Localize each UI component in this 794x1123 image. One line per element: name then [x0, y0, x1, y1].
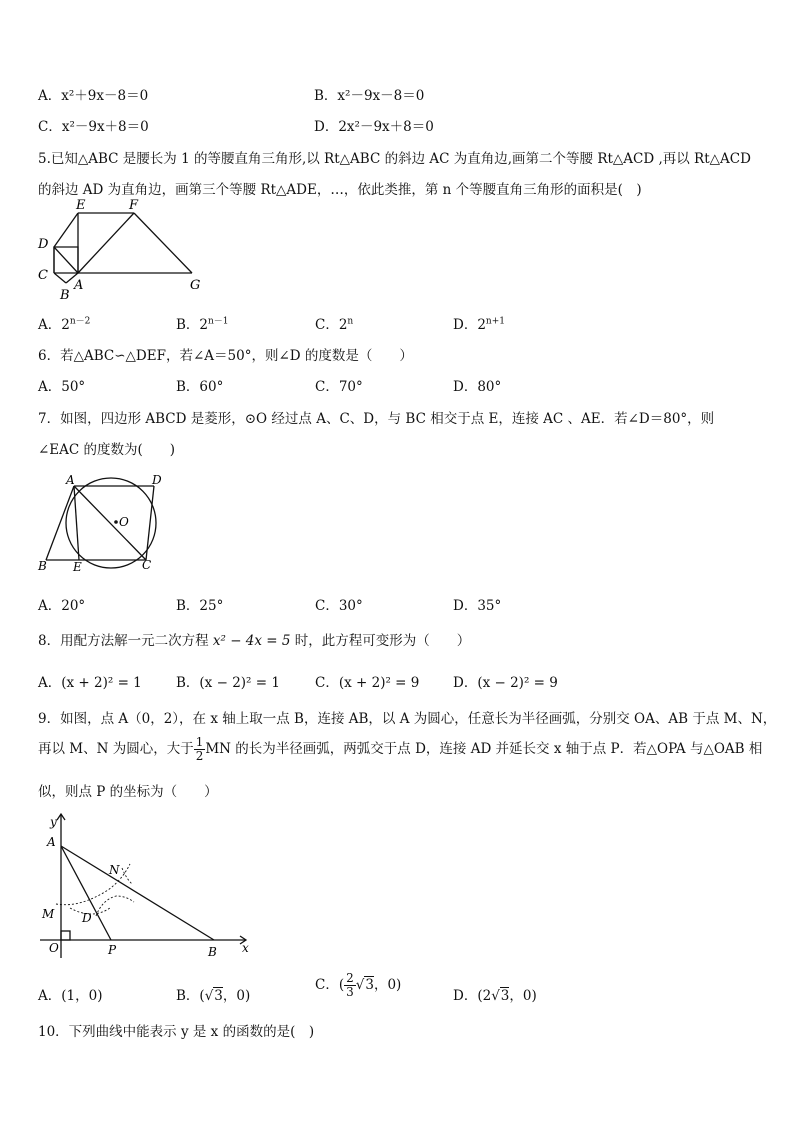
q7-label-b: B: [38, 559, 47, 573]
q5-label-f: F: [129, 198, 139, 213]
q7-center-dot: [114, 520, 118, 524]
q5-stem-line1: 5.已知△ABC 是腰长为 1 的等腰直角三角形,以 Rt△ABC 的斜边 AC 为直角边,画第二个等腰 Rt△ACD ,再以 Rt△ACD: [38, 151, 751, 167]
q9-label-o: O: [49, 941, 59, 955]
q5-figure: [30, 195, 220, 305]
q9-label-p: P: [108, 943, 117, 957]
q9-stem-line1: 9．如图，点 A（0，2），在 x 轴上取一点 B，连接 AB，以 A 为圆心，任意长为半径画弧，分别交 OA、AB 于点 M、N，: [38, 711, 777, 727]
q8-option-d: D．(x − 2)² = 9: [453, 675, 558, 691]
q10-stem: 10．下列曲线中能表示 y 是 x 的函数的是( ): [38, 1024, 315, 1040]
q7-option-b: B．25°: [176, 598, 224, 614]
q9-label-b: B: [208, 945, 217, 959]
q9-option-c-fraction: $\frac{2}{3}$: [346, 971, 354, 999]
q6-option-d: D．80°: [453, 379, 502, 395]
q9-label-d: D: [82, 911, 92, 925]
q8-option-c: C．(x + 2)² = 9: [315, 675, 420, 691]
q9-label-m: M: [42, 907, 55, 921]
q7-option-a: A．20°: [38, 598, 86, 614]
q6-option-a: A．50°: [38, 379, 86, 395]
q9-option-b: B．(√3，0): [176, 988, 251, 1004]
q9-label-a: A: [47, 835, 56, 849]
q5-label-a: A: [74, 278, 84, 293]
q4-option-b: B．x²－9x－8＝0: [314, 88, 425, 104]
q8-stem: 8．用配方法解一元二次方程 x² − 4x = 5 时，此方程可变形为（ ）: [38, 633, 471, 649]
q7-label-a: A: [66, 473, 75, 487]
q5-label-b: B: [60, 288, 70, 303]
q9-fraction-half: $\frac{1}{2}$: [195, 735, 204, 763]
q9-stem-line3: 似，则点 P 的坐标为（ ）: [38, 784, 218, 800]
q7-option-d: D．35°: [453, 598, 502, 614]
q9-label-n: N: [109, 863, 120, 877]
q7-option-c: C．30°: [315, 598, 363, 614]
q6-option-b: B．60°: [176, 379, 224, 395]
q7-label-d: D: [152, 473, 162, 487]
q5-option-a: A．$2^{n-2}$: [38, 316, 91, 333]
q5-label-c: C: [38, 268, 48, 283]
q4-option-d: D．2x²－9x＋8＝0: [314, 119, 434, 135]
q9-stem-line2: 再以 M、N 为圆心，大于 $\frac{1}{2}$ MN 的长为半径画弧，两弧交于点 D，连接 AD 并延长交 x 轴于点 P．若△OPA 与△OAB 相: [38, 735, 763, 763]
q5-option-c: C．2$^n$: [315, 316, 354, 333]
q8-option-a: A．(x + 2)² = 1: [38, 675, 142, 691]
q5-label-g: G: [190, 278, 201, 293]
q9-option-c: C．( $\frac{2}{3}$ √3，0): [315, 971, 402, 999]
q6-stem: 6．若△ABC∽△DEF，若∠A＝50°，则∠D 的度数是（ ）: [38, 348, 413, 364]
q5-label-d: D: [38, 237, 49, 252]
q9-option-d: D．(2√3，0): [453, 988, 537, 1004]
q9-label-y: y: [50, 815, 57, 829]
q9-label-x: x: [242, 941, 249, 955]
q5-option-d: D．$2^{n+1}$: [453, 316, 505, 333]
q7-figure: [30, 470, 180, 580]
q6-option-c: C．70°: [315, 379, 363, 395]
q7-label-o: O: [119, 515, 129, 529]
q9-option-a: A．(1，0): [38, 988, 103, 1004]
q4-option-a: A．x²＋9x－8＝0: [38, 88, 149, 104]
q7-stem-line1: 7．如图，四边形 ABCD 是菱形，⊙O 经过点 A、C、D，与 BC 相交于点 E，连接 AC 、AE．若∠D＝80°，则: [38, 411, 715, 427]
q5-label-e: E: [76, 198, 86, 213]
q5-stem-line2: 的斜边 AD 为直角边，画第三个等腰 Rt△ADE，…，依此类推，第 n 个等腰直角三角形的面积是( ): [38, 182, 642, 198]
q4-option-c: C．x²－9x＋8＝0: [38, 119, 149, 135]
q7-stem-line2: ∠EAC 的度数为( ): [38, 442, 176, 458]
q8-option-b: B．(x − 2)² = 1: [176, 675, 280, 691]
q5-option-b: B．$2^{n-1}$: [176, 316, 229, 333]
q9-figure: [30, 808, 260, 963]
q7-label-e: E: [73, 560, 82, 574]
q7-label-c: C: [142, 558, 152, 572]
